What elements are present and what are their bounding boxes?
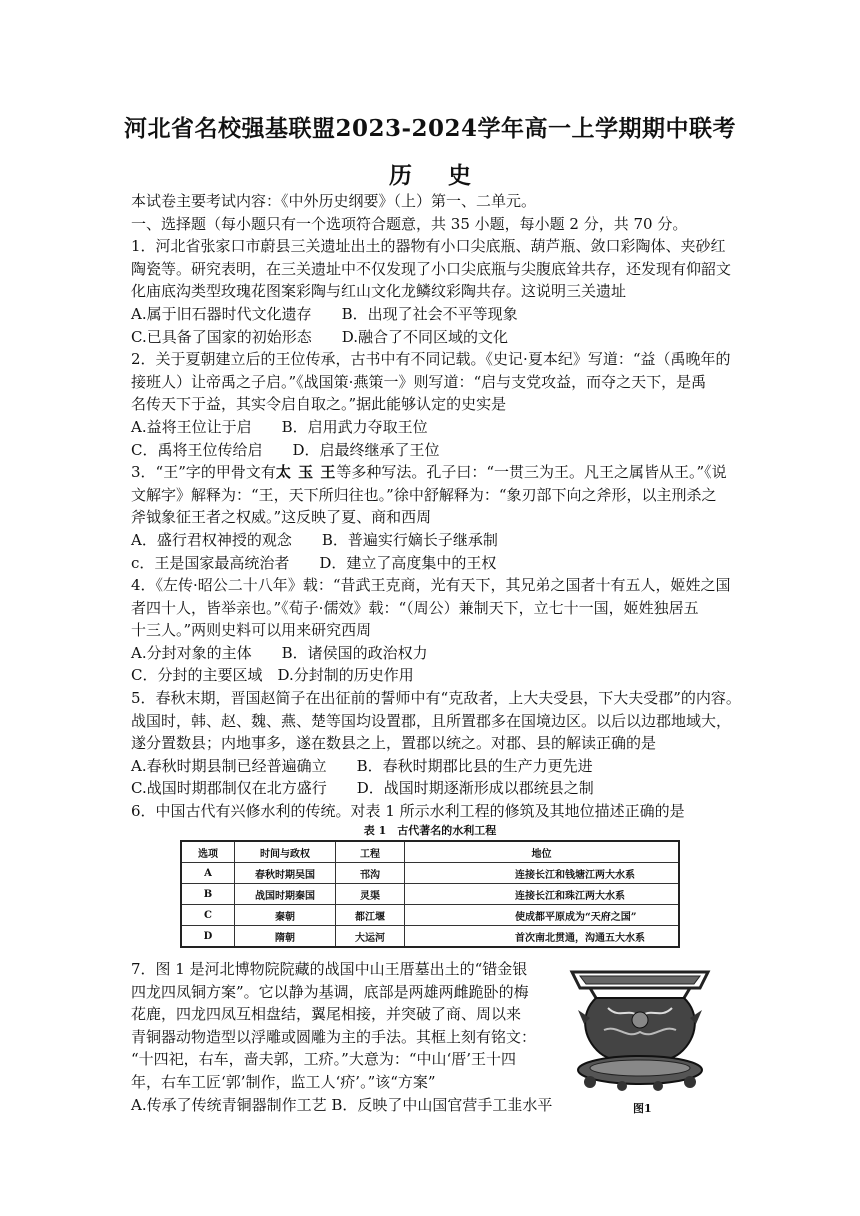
subject-title: 历史 <box>389 162 507 189</box>
question-3-line <box>131 461 731 484</box>
answer-option-line: C.已具备了国家的初始形态 D.融合了不同区域的文化 <box>131 327 508 346</box>
text-line: 接班人）让帝禹之子启。”《战国策·燕策一》则写道：“启与支党攻益，而夺之天下，是禹 <box>131 372 707 391</box>
text-line: 本试卷主要考试内容：《中外历史纲要》（上）第一、二单元。 <box>131 192 537 210</box>
answer-option-line: C．分封的主要区域 D.分封制的历史作用 <box>131 666 414 685</box>
answer-option-line: c．王是国家最高统治者 D．建立了高度集中的王权 <box>131 553 497 572</box>
text-line: “十四祀，右车，啬夫郭，工疥。”大意为：“中山‘厝’王十四 <box>131 1050 517 1069</box>
table-cell: 首次南北贯通，沟通五大水系 <box>405 926 680 948</box>
table-cell: B <box>181 884 235 905</box>
exam-title: 河北省名校强基联盟2023-2024学年高一上学期期中联考 <box>123 115 737 142</box>
oracle-bone-glyphs: 太 玉 王 <box>275 463 337 482</box>
text-line: 青铜器动物造型以浮雕或圆雕为主的手法。其框上刻有铭文： <box>131 1027 537 1046</box>
column-header: 工程 <box>336 841 405 863</box>
table-cell: D <box>181 926 235 948</box>
text-line: 化庙底沟类型玫瑰花图案彩陶与红山文化龙鳞纹彩陶共存。这说明三关遗址 <box>131 282 627 301</box>
column-header: 时间与政权 <box>235 841 336 863</box>
answer-option-line: A．盛行君权神授的观念 B．普遍实行嫡长子继承制 <box>131 530 498 549</box>
table-cell: 都江堰 <box>336 905 405 926</box>
answer-option-line: A.属于旧石器时代文化遗存 B．出现了社会不平等现象 <box>131 304 518 323</box>
text-line: 年，右车工匠‘郭’制作，监工人‘疥’。”该“方案” <box>131 1072 436 1091</box>
text-line: 6．中国古代有兴修水利的传统。对表 1 所示水利工程的修筑及其地位描述正确的是 <box>131 802 685 821</box>
table-cell: C <box>181 905 235 926</box>
exam-body <box>131 190 741 823</box>
figure-caption: 图1 <box>633 1102 652 1115</box>
table-row <box>181 884 679 905</box>
table-cell: 战国时期秦国 <box>235 884 336 905</box>
water-project-table <box>180 840 680 948</box>
answer-option-line: A.分封对象的主体 B．诸侯国的政治权力 <box>131 643 428 662</box>
table-caption: 表 1 古代著名的水利工程 <box>363 824 497 837</box>
table-cell: 使成都平原成为“天府之国” <box>405 905 680 926</box>
column-header: 选项 <box>181 841 235 863</box>
text-line: 者四十人，皆举亲也。”《荀子·儒效》载：“（周公）兼制天下，立七十一国，姬姓独居五 <box>131 598 699 617</box>
text-line: 文解字》解释为：“王，天下所归往也。”徐中舒解释为：“象刃部下向之斧形，以主刑杀之 <box>131 485 717 504</box>
text-line: 4．《左传·昭公二十八年》载：“昔武王克商，光有天下，其兄弟之国者十有五人，姬姓之国 <box>131 576 731 595</box>
column-header: 地位 <box>405 841 680 863</box>
table-row <box>181 863 679 884</box>
water-project-table-block <box>180 822 680 948</box>
text-line: 四龙四凤铜方案”。它以静为基调，底部是两雄两雌跪卧的梅 <box>131 982 529 1001</box>
table-cell: 连接长江和钱塘江两大水系 <box>405 863 680 884</box>
table-cell: 邗沟 <box>336 863 405 884</box>
text-line: 2．关于夏朝建立后的王位传承，古书中有不同记载。《史记·夏本纪》写道：“益（禹晚年的 <box>131 350 731 369</box>
text-line: 陶瓷等。研究表明，在三关遗址中不仅发现了小口尖底瓶与尖腹底耸共存，还发现有仰韶文 <box>131 259 732 278</box>
bronze-table-figure <box>560 958 720 1118</box>
question-7-block <box>131 958 561 1116</box>
text-line: 十三人。”两则史料可以用来研究西周 <box>131 621 372 640</box>
text-line: 一、选择题（每小题只有一个选项符合题意，共 35 小题，每小题 2 分，共 70 分。 <box>131 214 688 233</box>
table-row <box>181 905 679 926</box>
text-line: 花鹿，四龙四凤互相盘结，翼尾相接，并突破了商、周以来 <box>131 1005 522 1024</box>
text-line: 斧钺象征王者之权威。”这反映了夏、商和西周 <box>131 508 432 527</box>
text-line: 遂分置数县；内地事多，遂在数县之上，置郡以统之。对郡、县的解读正确的是 <box>131 734 657 753</box>
table-cell: 连接长江和珠江两大水系 <box>405 884 680 905</box>
text-line: 7．图 1 是河北博物院院藏的战国中山王厝墓出土的“错金银 <box>131 960 528 978</box>
table-cell: 大运河 <box>336 926 405 948</box>
table-row <box>181 926 679 948</box>
table-cell: 灵渠 <box>336 884 405 905</box>
text-line: 战国时，韩、赵、魏、燕、楚等国均设置郡，且所置郡多在国境边区。以后以边郡地域大， <box>131 711 732 730</box>
table-cell: A <box>181 863 235 884</box>
bronze-table-illustration <box>560 958 720 1098</box>
table-cell: 秦朝 <box>235 905 336 926</box>
q3-text-before: 3．“王”字的甲骨文有 <box>131 463 276 482</box>
text-line: 5．春秋末期，晋国赵简子在出征前的誓师中有“克敌者，上大夫受县，下大夫受郡”的内容。 <box>131 689 741 708</box>
answer-option-line: A.益将王位让于启 B．启用武力夺取王位 <box>131 417 428 436</box>
table-cell: 春秋时期吴国 <box>235 863 336 884</box>
table-header-row <box>181 841 679 863</box>
answer-option-line: C.战国时期郡制仅在北方盛行 D．战国时期逐渐形成以郡统县之制 <box>131 779 594 798</box>
answer-option-line: A.传承了传统青铜器制作工艺 B．反映了中山国官营手工韭水平 <box>131 1095 553 1114</box>
q3-text-after: 等多种写法。孔子曰：“一贯三为王。凡王之属皆从王。”《说 <box>336 463 727 482</box>
answer-option-line: A.春秋时期县制已经普遍确立 B．春秋时期郡比县的生产力更先进 <box>131 756 593 775</box>
answer-option-line: C．禹将王位传给启 D．启最终继承了王位 <box>131 440 440 459</box>
text-line: 名传天下于益，其实令启自取之。”据此能够认定的史实是 <box>131 395 507 414</box>
table-cell: 隋朝 <box>235 926 336 948</box>
text-line: 1．河北省张家口市蔚县三关遗址出土的器物有小口尖底瓶、葫芦瓶、敛口彩陶体、夹砂红 <box>131 237 726 256</box>
